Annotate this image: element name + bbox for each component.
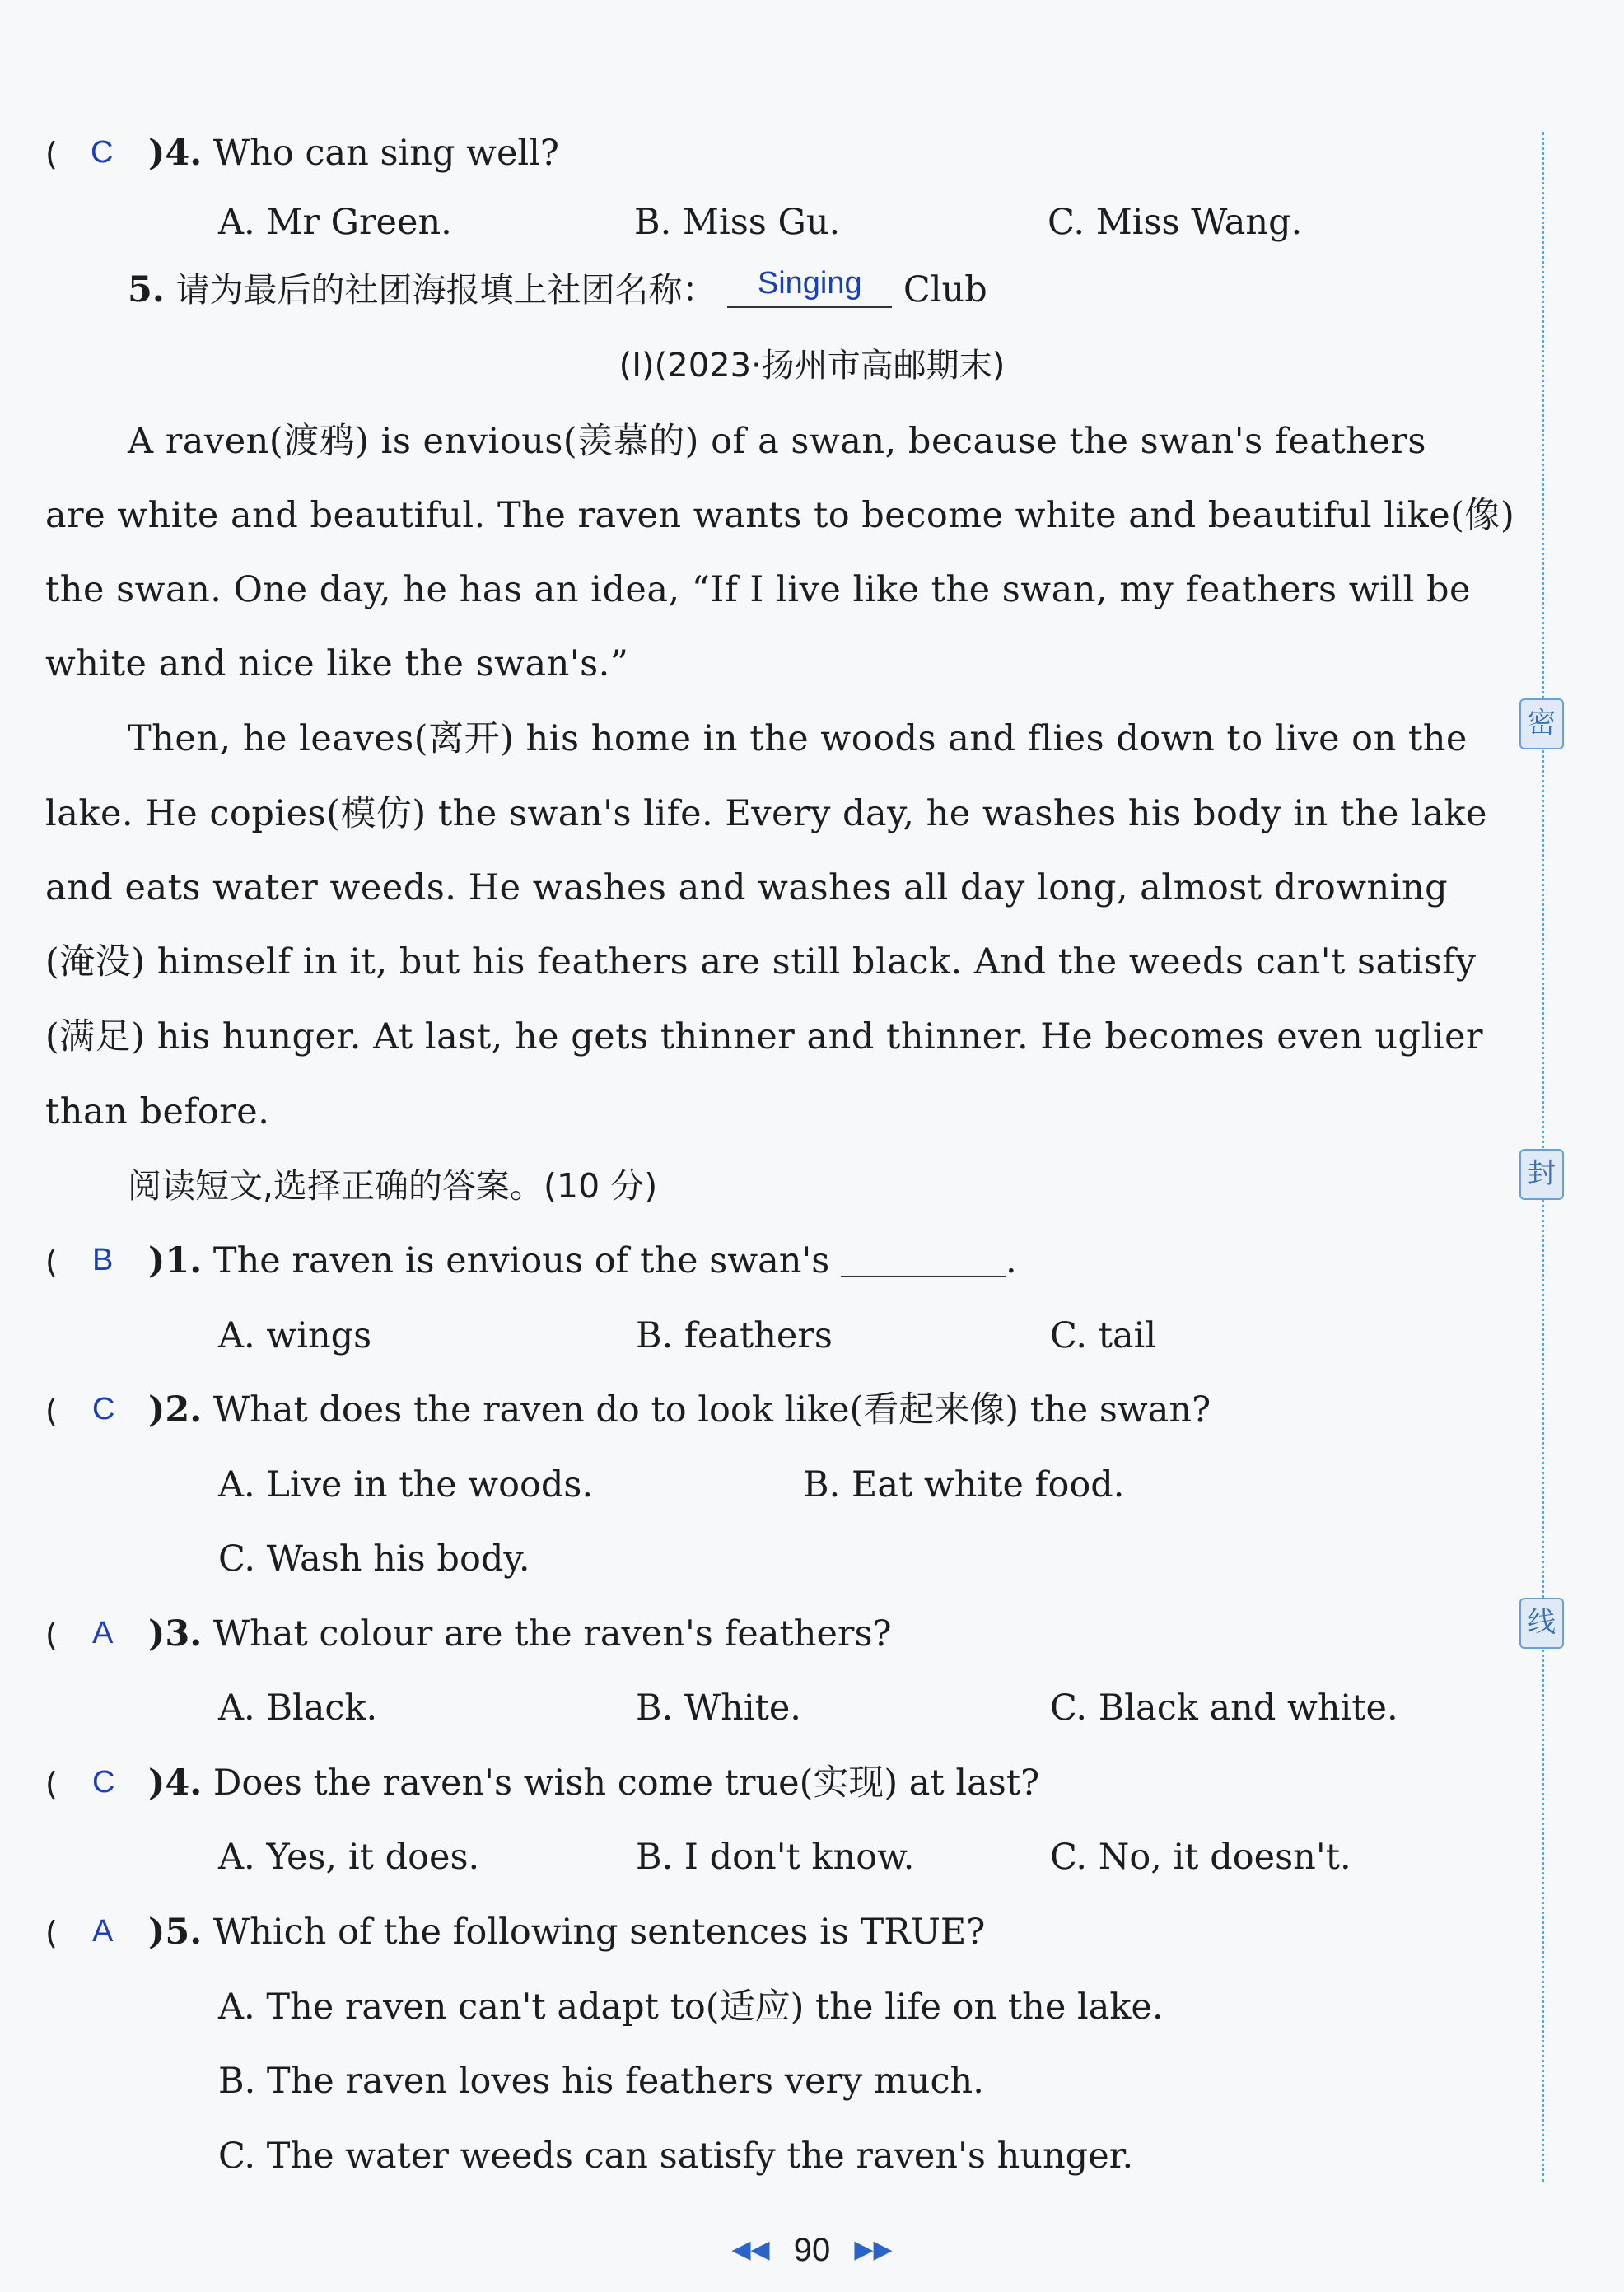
q1-option-c: C. tail — [1050, 1315, 1157, 1356]
passage-line-2: are white and beautiful. The raven wants to become white and beautiful like(像) — [45, 495, 1515, 536]
page-number: 90 — [793, 2232, 831, 2268]
prev-q4-option-c: C. Miss Wang. — [1048, 202, 1303, 243]
q2-option-b: B. Eat white food. — [803, 1464, 1125, 1505]
q1-blank — [841, 1243, 1006, 1277]
q3-option-c: C. Black and white. — [1050, 1687, 1398, 1729]
q3-paren: ( — [45, 1617, 58, 1653]
next-page-arrows-icon: ▶▶ — [854, 2236, 893, 2263]
q1-question: )1. The raven is envious of the swan's . — [148, 1240, 1017, 1281]
q3-question: )3. What colour are the raven's feathers? — [148, 1613, 892, 1655]
passage-line-4: white and nice like the swan's.” — [45, 643, 629, 684]
q5-option-b: B. The raven loves his feathers very much. — [218, 2061, 984, 2102]
q3-answer: A — [92, 1616, 114, 1650]
seal-mark-xian: 线 — [1519, 1598, 1564, 1649]
q1-answer: B — [92, 1243, 114, 1277]
q5-question: )5. Which of the following sentences is TRUE? — [148, 1912, 986, 1953]
prev-q4-question: )4. Who can sing well? — [148, 133, 559, 174]
q5-option-c: C. The water weeds can satisfy the raven's hunger. — [218, 2136, 1134, 2177]
prev-q4-answer: C — [91, 135, 114, 170]
q4-option-b: B. I don't know. — [636, 1837, 915, 1878]
passage-line-7: and eats water weeds. He washes and washes all day long, almost drowning — [45, 867, 1449, 908]
page-footer — [0, 2232, 1624, 2269]
q5-answer: A — [92, 1914, 114, 1949]
q2-answer: C — [92, 1392, 115, 1426]
q5-option-a: A. The raven can't adapt to(适应) the life on the lake. — [218, 1986, 1164, 2028]
club-name-blank: Singing — [727, 268, 892, 308]
passage-line-8: (淹没) himself in it, but his feathers are still black. And the weeds can't satisfy — [45, 941, 1477, 983]
q4-paren: ( — [45, 1766, 58, 1802]
q5-paren: ( — [45, 1915, 58, 1951]
q1-option-a: A. wings — [218, 1315, 372, 1356]
q2-option-a: A. Live in the woods. — [218, 1464, 594, 1505]
q4-option-c: C. No, it doesn't. — [1050, 1837, 1351, 1878]
q4-answer: C — [92, 1765, 115, 1800]
q3-option-a: A. Black. — [218, 1687, 378, 1729]
passage-line-6: lake. He copies(模仿) the swan's life. Every day, he washes his body in the lake — [45, 793, 1487, 834]
q2-option-c: C. Wash his body. — [218, 1538, 530, 1580]
prev-q4-option-b: B. Miss Gu. — [634, 202, 841, 243]
seal-mark-mi: 密 — [1519, 698, 1564, 749]
q1-paren: ( — [45, 1244, 58, 1280]
prev-q5: 5. 请为最后的社团海报填上社团名称： Singing Club — [128, 266, 987, 310]
seal-mark-feng: 封 — [1519, 1149, 1564, 1200]
passage-line-3: the swan. One day, he has an idea, “If I live like the swan, my feathers will be — [45, 569, 1471, 610]
passage-line-10: than before. — [45, 1091, 270, 1132]
prev-q4: ( — [45, 136, 58, 172]
q1-option-b: B. feathers — [636, 1315, 833, 1356]
prev-page-arrows-icon: ◀◀ — [731, 2236, 770, 2263]
prev-q4-option-a: A. Mr Green. — [218, 202, 452, 243]
q2-paren: ( — [45, 1393, 58, 1429]
q2-question: )2. What does the raven do to look like(看起来像) the swan? — [148, 1389, 1211, 1431]
passage-line-5: Then, he leaves(离开) his home in the woods and flies down to live on the — [128, 718, 1468, 759]
passage-line-9: (满足) his hunger. At last, he gets thinner and thinner. He becomes even uglier — [45, 1016, 1484, 1057]
q3-option-b: B. White. — [636, 1687, 801, 1729]
instruction: 阅读短文,选择正确的答案。(10 分) — [128, 1166, 658, 1206]
passage-line-1: A raven(渡鸦) is envious(羡慕的) of a swan, because the swan's feathers — [128, 421, 1426, 462]
section-title: (Ⅰ)(2023·扬州市高邮期末) — [618, 347, 1006, 385]
q4-option-a: A. Yes, it does. — [218, 1837, 480, 1878]
q4-question: )4. Does the raven's wish come true(实现) at last? — [148, 1762, 1040, 1804]
